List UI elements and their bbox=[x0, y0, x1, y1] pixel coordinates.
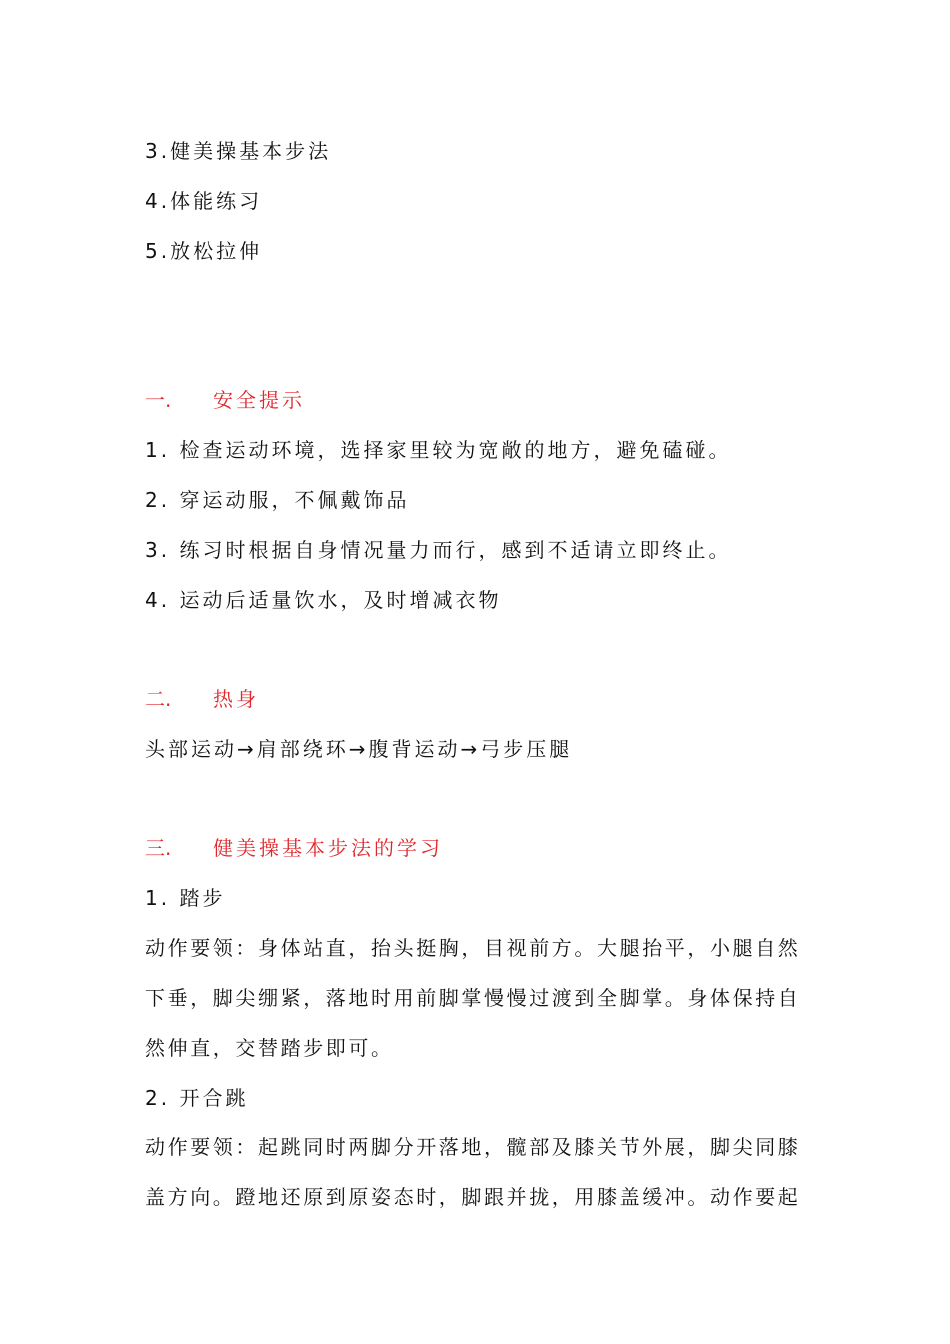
step-description-line: 然伸直，交替踏步即可。 bbox=[145, 1036, 394, 1060]
step-description-line: 动作要领：身体站直，抬头挺胸，目视前方。大腿抬平，小腿自然 bbox=[145, 936, 801, 960]
warmup-sequence: 头部运动→肩部绕环→腹背运动→弓步压腿 bbox=[145, 737, 573, 761]
safety-item: 2. 穿运动服，不佩戴饰品 bbox=[145, 488, 410, 512]
section-heading-warmup bbox=[145, 685, 825, 713]
safety-item: 3. 练习时根据自身情况量力而行，感到不适请立即终止。 bbox=[145, 538, 732, 562]
section-heading-safety bbox=[145, 386, 825, 414]
section-number: 一. bbox=[145, 388, 172, 412]
toc-item: 5.放松拉伸 bbox=[145, 239, 263, 263]
section-title: 健美操基本步法的学习 bbox=[213, 836, 443, 860]
toc-item: 4.体能练习 bbox=[145, 189, 263, 213]
step-description-line: 盖方向。蹬地还原到原姿态时，脚跟并拢，用膝盖缓冲。动作要起 bbox=[145, 1185, 801, 1209]
section-number: 二. bbox=[145, 687, 172, 711]
step-title: 2. 开合跳 bbox=[145, 1086, 249, 1110]
section-heading-steps bbox=[145, 834, 825, 862]
section-number: 三. bbox=[145, 836, 172, 860]
section-title: 安全提示 bbox=[213, 388, 305, 412]
step-description-line: 动作要领：起跳同时两脚分开落地，髋部及膝关节外展，脚尖同膝 bbox=[145, 1135, 801, 1159]
step-description-line: 下垂，脚尖绷紧，落地时用前脚掌慢慢过渡到全脚掌。身体保持自 bbox=[145, 986, 801, 1010]
section-title: 热身 bbox=[213, 687, 259, 711]
safety-item: 1. 检查运动环境，选择家里较为宽敞的地方，避免磕碰。 bbox=[145, 438, 732, 462]
step-title: 1. 踏步 bbox=[145, 886, 226, 910]
toc-item: 3.健美操基本步法 bbox=[145, 139, 332, 163]
safety-item: 4. 运动后适量饮水，及时增减衣物 bbox=[145, 588, 502, 612]
